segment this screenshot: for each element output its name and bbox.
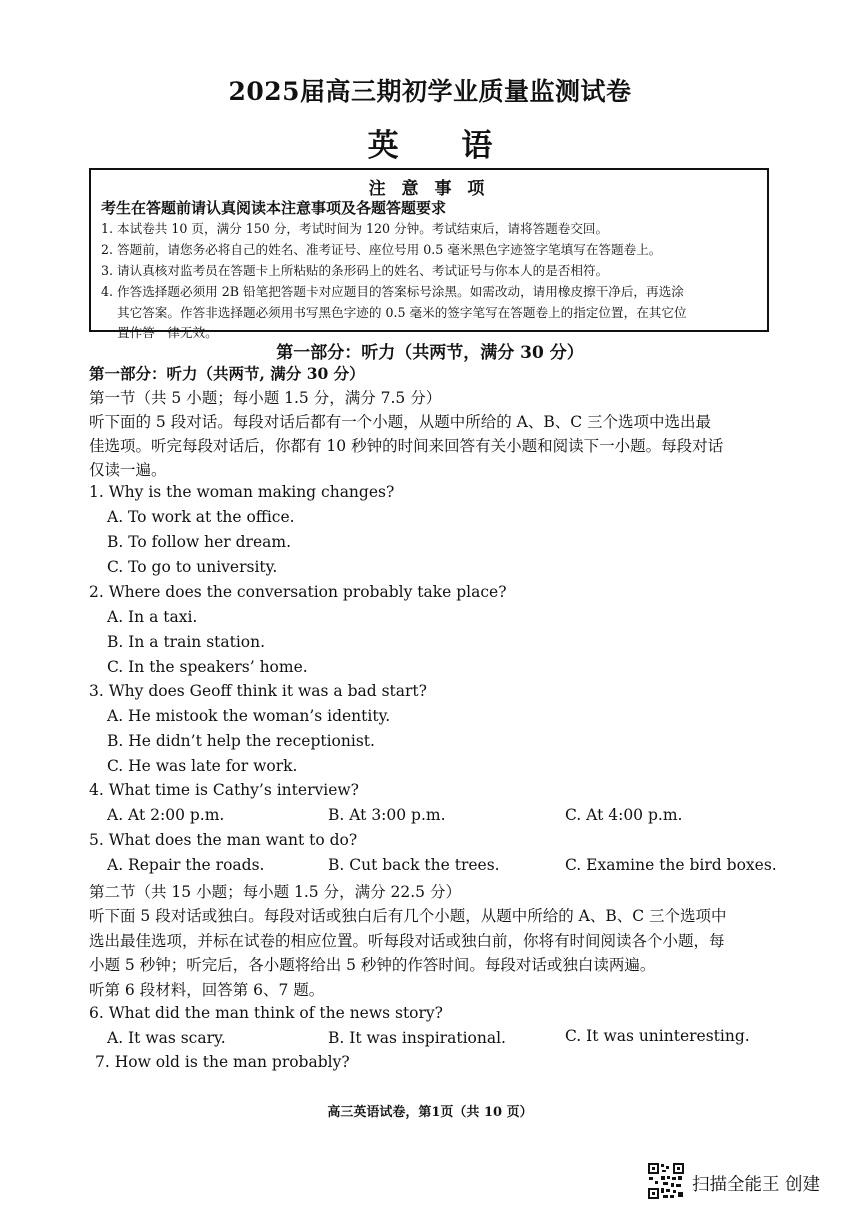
question-5-option-a: A. Repair the roads. bbox=[107, 856, 265, 874]
section1-instruction-line: 佳选项。听完每段对话后，你都有 10 秒钟的时间来回答有关小题和阅读下一小题。每段对话 bbox=[89, 437, 724, 455]
section2-instruction-line: 小题 5 秒钟；听完后，各小题将给出 5 秒钟的作答时间。每段对话或独白读两遍。 bbox=[89, 956, 656, 974]
notice-item-number: 3. bbox=[101, 263, 114, 278]
section1-heading: 第一节（共 5 小题；每小题 1.5 分，满分 7.5 分） bbox=[89, 389, 442, 407]
question-4-option-b: B. At 3:00 p.m. bbox=[328, 806, 446, 824]
notice-item-text: 答题前，请您务必将自己的姓名、准考证号、座位号用 0.5 毫米黑色字迹签字笔填写在答题卷上。 bbox=[117, 242, 662, 257]
notice-item bbox=[101, 240, 763, 261]
section2-instruction-line: 选出最佳选项，并标在试卷的相应位置。听每段对话或独白前，你将有时间阅读各个小题，每 bbox=[89, 932, 725, 950]
question-4: 4. What time is Cathy’s interview? bbox=[89, 781, 359, 799]
section2-heading: 第二节（共 15 小题；每小题 1.5 分，满分 22.5 分） bbox=[89, 883, 461, 901]
question-4-option-c: C. At 4:00 p.m. bbox=[565, 806, 683, 824]
question-1-option-c: C. To go to university. bbox=[107, 558, 278, 576]
exam-title: 2025届高三期初学业质量监测试卷 bbox=[228, 77, 632, 106]
part-heading-centered: 第一部分：听力（共两节，满分 30 分） bbox=[276, 343, 584, 363]
notice-title: 注 意 事 项 bbox=[368, 179, 490, 199]
notice-item-text: 本试卷共 10 页，满分 150 分，考试时间为 120 分钟。考试结束后，请将答题卷交回。 bbox=[117, 221, 609, 236]
question-2-option-b: B. In a train station. bbox=[107, 633, 266, 651]
notice-item-text: 作答选择题必须用 2B 铅笔把答题卡对应题目的答案标号涂黑。如需改动，请用橡皮擦干净后，再选涂 bbox=[117, 284, 684, 299]
question-1: 1. Why is the woman making changes? bbox=[89, 483, 395, 501]
question-7: 7. How old is the man probably? bbox=[95, 1053, 350, 1071]
question-6-option-b: B. It was inspirational. bbox=[328, 1029, 506, 1047]
question-3-option-a: A. He mistook the woman’s identity. bbox=[107, 707, 391, 725]
notice-item bbox=[101, 282, 763, 344]
section2-instruction-line: 听下面 5 段对话或独白。每段对话或独白后有几个小题，从题中所给的 A、B、C 三个选项中 bbox=[89, 907, 727, 925]
question-1-option-a: A. To work at the office. bbox=[107, 508, 295, 526]
question-5-option-b: B. Cut back the trees. bbox=[328, 856, 500, 874]
notice-item-continuation: 其它答案。作答非选择题必须用书写黑色字迹的 0.5 毫米的签字笔写在答题卷上的指定位置，在其它位 bbox=[117, 304, 687, 320]
subject-title: 英 语 bbox=[367, 128, 519, 164]
question-6-option-a: A. It was scary. bbox=[107, 1029, 226, 1047]
question-3-option-c: C. He was late for work. bbox=[107, 757, 298, 775]
question-5: 5. What does the man want to do? bbox=[89, 831, 358, 849]
section1-instruction-line: 听下面的 5 段对话。每段对话后都有一个小题，从题中所给的 A、B、C 三个选项中选出最 bbox=[89, 413, 712, 431]
qr-code-icon bbox=[647, 1162, 685, 1200]
question-1-option-b: B. To follow her dream. bbox=[107, 533, 292, 551]
notice-item-number: 1. bbox=[101, 221, 114, 236]
notice-item bbox=[101, 219, 763, 240]
scanner-watermark-text: 扫描全能王 创建 bbox=[692, 1175, 821, 1195]
material-6-instruction: 听第 6 段材料，回答第 6、7 题。 bbox=[89, 981, 325, 999]
question-2: 2. Where does the conversation probably take place? bbox=[89, 583, 507, 601]
notice-item-continuation: 置作答一律无效。 bbox=[117, 325, 218, 340]
question-3: 3. Why does Geoff think it was a bad start? bbox=[89, 682, 427, 700]
question-2-option-c: C. In the speakers’ home. bbox=[107, 658, 308, 676]
question-4-option-a: A. At 2:00 p.m. bbox=[107, 806, 225, 824]
notice-item-number: 2. bbox=[101, 242, 114, 257]
notice-subtitle: 考生在答题前请认真阅读本注意事项及各题答题要求 bbox=[101, 199, 447, 217]
page-footer: 高三英语试卷，第1页（共 10 页） bbox=[327, 1105, 533, 1120]
notice-item bbox=[101, 261, 763, 282]
question-5-option-c: C. Examine the bird boxes. bbox=[565, 856, 777, 874]
notice-box bbox=[89, 168, 769, 340]
section1-instruction-line: 仅读一遍。 bbox=[89, 461, 167, 479]
notice-item-number: 4. bbox=[101, 284, 114, 299]
question-3-option-b: B. He didn’t help the receptionist. bbox=[107, 732, 375, 750]
question-2-option-a: A. In a taxi. bbox=[107, 608, 198, 626]
notice-item-text: 请认真核对监考员在答题卡上所粘贴的条形码上的姓名、考试证号与你本人的是否相符。 bbox=[117, 263, 609, 278]
part-heading-left: 第一部分：听力（共两节, 满分 30 分） bbox=[89, 364, 365, 383]
question-6: 6. What did the man think of the news story? bbox=[89, 1004, 443, 1022]
question-6-option-c: C. It was uninteresting. bbox=[565, 1027, 750, 1045]
